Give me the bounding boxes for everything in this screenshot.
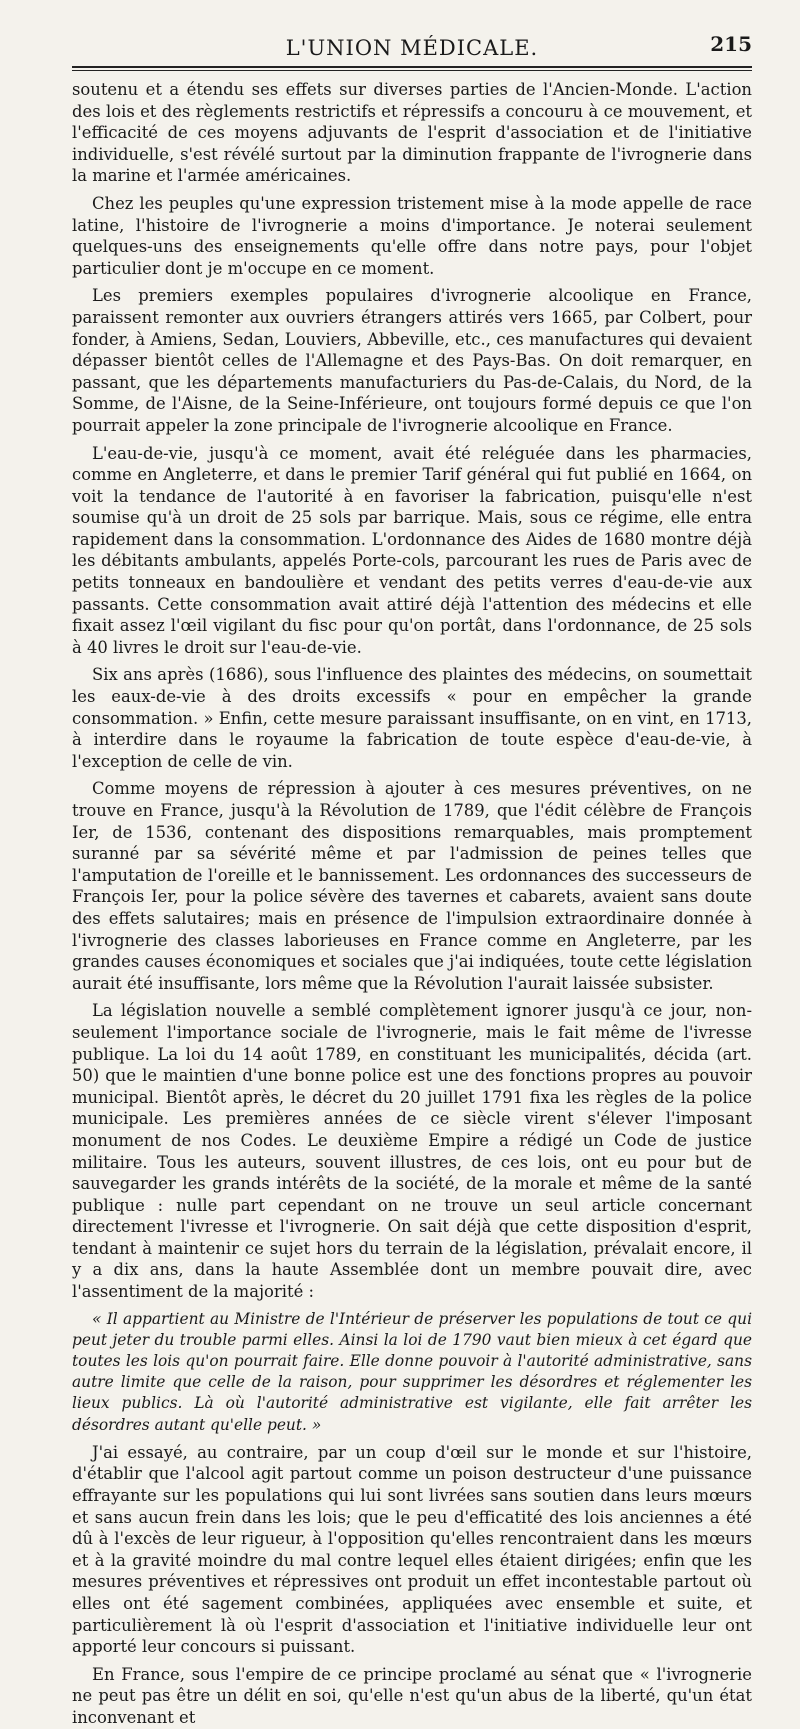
paragraph-4: L'eau-de-vie, jusqu'à ce moment, avait été reléguée dans les pharmacies, comme en Angleterre, et dans le premier Tarif général qui fut publié en 1664, on voit la tendance de l'autorité à en favoriser la fabrication, puisqu'elle n'est soumise qu'à un droit de 25 sols par barrique. Mais, sous ce régime, elle entra rapidement dans la consommation. L'ordonnance des Aides de 1680 montre déjà les débitants ambulants, appelés Porte-cols, parcourant les rues de Paris avec de petits tonneaux en bandoulière et vendant des petits verres d'eau-de-vie aux passants. Cette consommation avait attiré déjà l'attention des médecins et elle fixait assez l'œil vigilant du fisc pour qu'on portât, dans l'ordonnance, de 25 sols à 40 livres le droit sur l'eau-de-vie. [72, 443, 752, 657]
journal-title: L'UNION MÉDICALE. [285, 36, 539, 60]
paragraph-6: Comme moyens de répression à ajouter à ces mesures préventives, on ne trouve en France, jusqu'à la Révolution de 1789, que l'édit célèbre de François Ier, de 1536, contenant des dispositions remarquables, mais promptement suranné par sa sévérité même et par l'admission de peines telles que l'amputation de l'oreille et le bannissement. Les ordonnances des successeurs de François Ier, pour la police sévère des tavernes et cabarets, avaient sans doute des effets salutaires; mais en présence de l'impulsion extraordinaire donnée à l'ivrognerie des classes laborieuses en France comme en Angleterre, par les grandes causes économiques et sociales que j'ai indiquées, toute cette législation aurait été insuffisante, lors même que la Révolution l'aurait laissée subsister. [72, 779, 752, 993]
paragraph-10: En France, sous l'empire de ce principe proclamé au sénat que « l'ivrognerie ne peut pas être un délit en soi, qu'elle n'est qu'un abus de la liberté, qu'un état inconvenant et [72, 1664, 752, 1727]
paragraph-3: Les premiers exemples populaires d'ivrognerie alcoolique en France, paraissent remonter aux ouvriers étrangers attirés vers 1665, par Colbert, pour fonder, à Amiens, Sedan, Louviers, Abbeville, etc., ces manufactures qui devaient dépasser bientôt celles de l'Allemagne et des Pays-Bas. On doit remarquer, en passant, que les départements manufacturiers du Pas-de-Calais, du Nord, de la Somme, de l'Aisne, de la Seine-Inférieure, ont toujours formé depuis ce que l'on pourrait appeler la zone principale de l'ivrognerie alcoolique en France. [72, 286, 752, 435]
article-body [72, 79, 752, 1729]
quotation-paragraph: « Il appartient au Ministre de l'Intérieur de préserver les populations de tout ce qui peut jeter du trouble parmi elles. Ainsi la loi de 1790 vaut bien mieux à cet égard que toutes les lois qu'on pourrait faire. Elle donne pouvoir à l'autorité administrative, sans autre limite que celle de la raison, pour supprimer les désordres et réglementer les lieux publics. Là où l'autorité administrative est vigilante, elle fait arrêter les désordres autant qu'elle peut. » [72, 1309, 752, 1434]
paragraph-9: J'ai essayé, au contraire, par un coup d'œil sur le monde et sur l'histoire, d'établir que l'alcool agit partout comme un poison destructeur d'une puissance effrayante sur les populations qui lui sont livrées sans soutien dans leurs mœurs et sans aucun frein dans les lois; que le peu d'efficatité des lois anciennes a été dû à l'excès de leur rigueur, à l'opposition qu'elles rencontraient dans les mœurs et à la gravité moindre du mal contre lequel elles étaient dirigées; enfin que les mesures préventives et répressives ont produit un effet incontestable partout où elles ont été sagement combinées, appliquées avec ensemble et suite, et particulièrement là où l'esprit d'association et l'initiative individuelle leur ont apporté leur concours si puissant. [72, 1442, 752, 1657]
paragraph-1: soutenu et a étendu ses effets sur diverses parties de l'Ancien-Monde. L'action des lois et des règlements restrictifs et répressifs a concouru à ce mouvement, et l'efficacité de ces moyens adjuvants de l'esprit d'association et de l'initiative individuelle, s'est révélé surtout par la diminution frappante de l'ivrognerie dans la marine et l'armée américaines. [72, 80, 752, 186]
header-rule [72, 70, 752, 71]
running-header [72, 30, 752, 68]
page-number: 215 [710, 32, 752, 56]
paragraph-2: Chez les peuples qu'une expression tristement mise à la mode appelle de race latine, l'histoire de l'ivrognerie a moins d'importance. Je noterai seulement quelques-uns des enseignements qu'elle offre dans notre pays, pour l'objet particulier dont je m'occupe en ce moment. [72, 193, 752, 278]
paragraph-7: La législation nouvelle a semblé complètement ignorer jusqu'à ce jour, non-seulement l'importance sociale de l'ivrognerie, mais le fait même de l'ivresse publique. La loi du 14 août 1789, en constituant les municipalités, décida (art. 50) que le maintien d'une bonne police est une des fonctions propres au pouvoir municipal. Bientôt après, le décret du 20 juillet 1791 fixa les règles de la police municipale. Les premières années de ce siècle virent s'élever l'imposant monument de nos Codes. Le deuxième Empire a rédigé un Code de justice militaire. Tous les auteurs, souvent illustres, de ces lois, ont eu pour but de sauvegarder les grands intérêts de la société, de la morale et même de la santé publique : nulle part cependant on ne trouve un seul article concernant directement l'ivresse et l'ivrognerie. On sait déjà que cette disposition d'esprit, tendant à maintenir ce sujet hors du terrain de la législation, prévalait encore, il y a dix ans, dans la haute Assemblée dont un membre pouvait dire, avec l'assentiment de la majorité : [72, 1001, 752, 1302]
paragraph-5: Six ans après (1686), sous l'influence des plaintes des médecins, on soumettait les eaux-de-vie à des droits excessifs « pour en empêcher la grande consommation. » Enfin, cette mesure paraissant insuffisante, on en vint, en 1713, à interdire dans le royaume la fabrication de toute espèce d'eau-de-vie, à l'exception de celle de vin. [72, 665, 752, 771]
